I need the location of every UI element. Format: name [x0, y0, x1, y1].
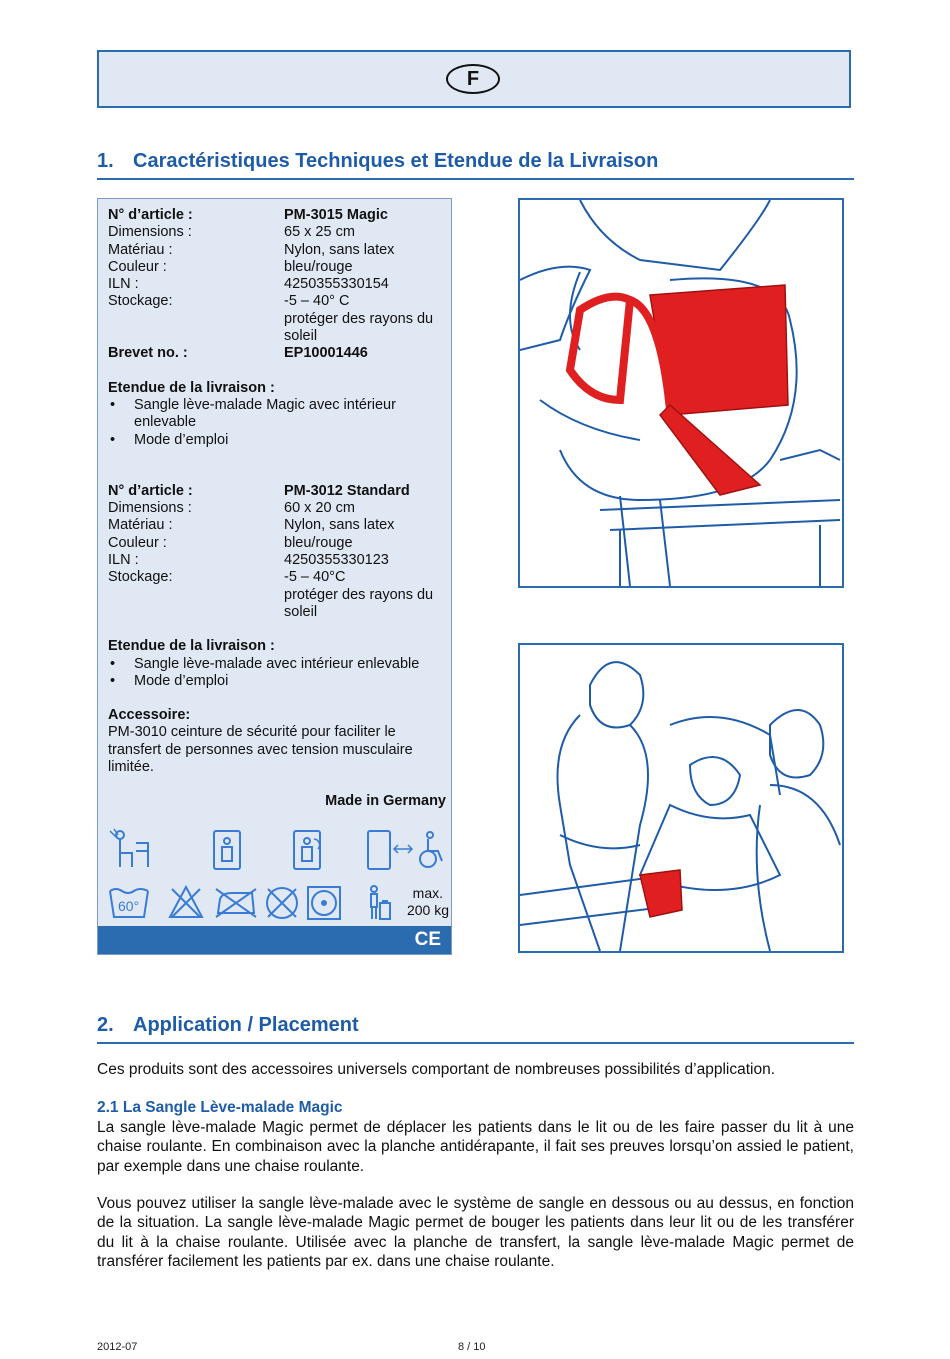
product2-iln-row [108, 552, 448, 569]
product1-patent-row [108, 345, 448, 362]
product1-delivery-title: Etendue de la livraison : [108, 379, 275, 396]
usage-icons-row [108, 827, 448, 871]
section-1-heading [97, 150, 854, 180]
spacer [108, 449, 448, 483]
subsection-2-1-paragraph-2: Vous pouvez utiliser la sangle lève-malade avec le système de sangle en dessous ou au dessus, en fonction de la situation. La sangle lève-malade Magic permet de bouger les patients dans leur lit ou de les transférer du lit à la chaise roulante. Utilisée avec la planche de transfert, la sangle lève-malade Magic permet de transférer facilement les patients par ex. dans une chaise roulante. [97, 1195, 854, 1271]
product2-article-value: PM-3012 Standard [284, 482, 410, 499]
product2-dimensions-row [108, 500, 448, 517]
product2-color-value: bleu/rouge [284, 534, 353, 551]
subsection-2-1-paragraph-1: La sangle lève-malade Magic permet de déplacer les patients dans le lit ou de les faire passer du lit à une chaise roulante. En combinaison avec la planche antidérapante, il fait ses preuves lorsqu’on assied le patient, par exemple dans une chaise roulante. [97, 1119, 854, 1175]
product1-iln-row [108, 276, 448, 293]
product1-patent-label: Brevet no. : [108, 345, 188, 362]
list-item: • Sangle lève-malade Magic avec intérieur enlevable [108, 397, 448, 432]
list-item: • Mode d’emploi [108, 432, 448, 449]
product2-storage-row [108, 569, 448, 586]
product1-storage-note-row [108, 311, 448, 328]
product1-storage-note-1: protéger des rayons du [284, 310, 434, 327]
subsection-2-1-title: 2.1 La Sangle Lève-malade Magic [97, 1099, 343, 1116]
accessory-title: Accessoire: [108, 707, 191, 724]
spacer [108, 621, 448, 638]
product1-delivery-list [108, 397, 448, 449]
bed-patient-turn-icon [294, 831, 320, 869]
spacer [108, 604, 284, 621]
product1-iln-label: ILN : [108, 276, 139, 293]
care-symbols-row [108, 883, 458, 923]
svg-text:60°: 60° [118, 898, 140, 914]
section-1-title: Caractéristiques Techniques et Etendue de la Livraison [133, 150, 659, 172]
product2-color-label: Couleur : [108, 534, 167, 551]
product1-storage-row [108, 293, 448, 310]
no-iron-icon [216, 889, 256, 917]
sling-hips-drawing [520, 200, 842, 586]
product2-material-label: Matériau : [108, 517, 173, 534]
product2-material-value: Nylon, sans latex [284, 517, 395, 534]
product1-article-label: N° d’article : [108, 207, 193, 223]
product2-dimensions-value: 60 x 20 cm [284, 500, 355, 517]
spacer [108, 690, 448, 707]
no-dry-clean-icon [267, 888, 297, 918]
bed-to-wheelchair-icon [368, 831, 442, 869]
product2-material-row [108, 517, 448, 534]
ce-bar [98, 926, 451, 954]
section-2-title: Application / Placement [133, 1014, 359, 1036]
spacer [108, 311, 284, 328]
footer-date: 2012-07 [97, 1341, 138, 1353]
product1-storage-label: Stockage: [108, 293, 173, 310]
spacer [108, 776, 448, 793]
list-item: • Mode d’emploi [108, 673, 448, 690]
product1-iln-value: 4250355330154 [284, 276, 389, 293]
product2-delivery-title: Etendue de la livraison : [108, 638, 275, 655]
product1-storage-note-row-2 [108, 328, 448, 345]
product1-dimensions-value: 65 x 25 cm [284, 224, 355, 241]
max-weight-label [407, 885, 451, 919]
product2-article-row [108, 483, 448, 500]
no-bleach-icon [170, 887, 202, 917]
bed-patient-icon [214, 831, 240, 869]
product1-color-value: bleu/rouge [284, 258, 353, 275]
product1-article-value: PM-3015 Magic [284, 207, 388, 223]
accessory-text: PM-3010 ceinture de sécurité pour faciliter le transfert de personnes avec tension musculaire limitée. [108, 724, 413, 776]
product2-iln-value: 4250355330123 [284, 552, 389, 569]
product2-delivery-list [108, 656, 448, 691]
product2-storage-note-2: soleil [284, 603, 318, 620]
spacer [108, 328, 284, 345]
product1-material-value: Nylon, sans latex [284, 241, 395, 258]
section-2-intro: Ces produits sont des accessoires universels comportant de nombreuses possibilités d’application. [97, 1061, 776, 1078]
section-2-heading [97, 1014, 854, 1044]
product2-storage-label: Stockage: [108, 569, 173, 586]
product1-dimensions-row [108, 224, 448, 241]
list-item: • Sangle lève-malade avec intérieur enlevable [108, 656, 448, 673]
product2-storage-value: -5 – 40°C [284, 569, 346, 586]
max-value: 200 kg [406, 902, 449, 918]
spacer [108, 363, 448, 380]
spacer [108, 587, 284, 604]
specifications-box [97, 198, 452, 955]
product1-color-label: Couleur : [108, 258, 167, 275]
product1-color-row [108, 259, 448, 276]
illustration-sling-hips [518, 198, 844, 588]
product1-storage-note-2: soleil [284, 328, 318, 345]
product2-color-row [108, 535, 448, 552]
product1-storage-value: -5 – 40° C [284, 293, 350, 310]
language-code-badge: F [446, 64, 500, 94]
product1-material-row [108, 242, 448, 259]
wash-60-icon [110, 889, 148, 917]
product2-storage-note-row [108, 587, 448, 604]
footer-page-number: 8 / 10 [458, 1341, 486, 1353]
no-tumble-dry-icon [308, 887, 340, 919]
product2-storage-note-1: protéger des rayons du [284, 586, 434, 603]
product2-storage-note-row-2 [108, 604, 448, 621]
product2-iln-label: ILN : [108, 552, 139, 569]
product1-patent-value: EP10001446 [284, 345, 368, 362]
section-1-number: 1. [97, 150, 114, 172]
patient-sitting-icon [110, 829, 148, 867]
product1-dimensions-label: Dimensions : [108, 224, 192, 241]
illustration-bed-transfer [518, 643, 844, 953]
section-2-number: 2. [97, 1014, 114, 1036]
product2-dimensions-label: Dimensions : [108, 500, 192, 517]
max-label: max. [412, 885, 443, 901]
weight-capacity-icon [371, 886, 390, 919]
product1-article-row [108, 207, 448, 224]
ce-mark: CE [414, 929, 441, 950]
made-in-label: Made in Germany [325, 793, 446, 810]
language-header-box [97, 50, 851, 108]
bed-transfer-drawing [520, 645, 842, 951]
product2-article-label: N° d’article : [108, 482, 193, 499]
product1-material-label: Matériau : [108, 241, 173, 258]
